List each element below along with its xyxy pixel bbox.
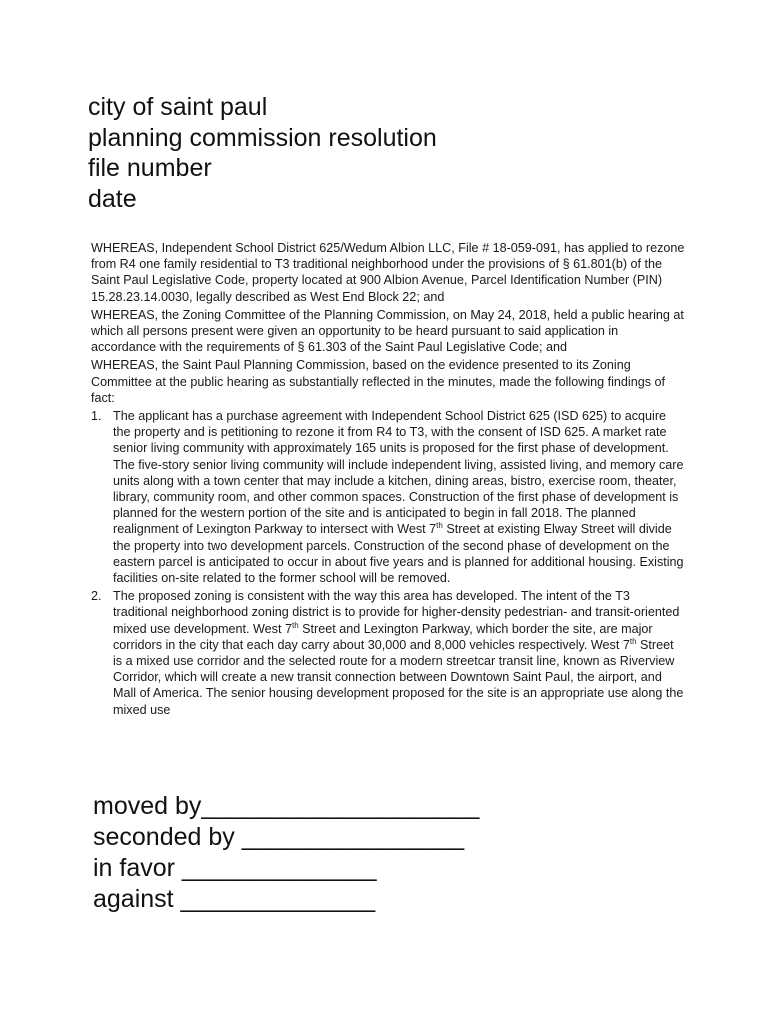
vote-signature-block	[93, 791, 479, 915]
finding-item-2	[91, 588, 685, 718]
finding-text: The proposed zoning is consistent with the way this area has developed. The intent of the T3 traditional neighborhood zoning district is to provide for higher-density pedestrian- and transit-oriented mixed use development. West 7th Street and Lexington Parkway, which border the site, are major corridors in the city that each day carry about 30,000 and 8,000 vehicles respectively. West 7th Street is a mixed use corridor and the selected route for a modern streetcar transit line, known as Riverview Corridor, which will create a new transit connection between Downtown Saint Paul, the airport, and Mall of America. The senior housing development proposed for the site is an appropriate use along the mixed use	[113, 589, 684, 717]
finding-number: 1.	[91, 409, 102, 424]
document-type: planning commission resolution	[88, 123, 437, 152]
ordinal-suffix: th	[291, 620, 299, 630]
whereas-paragraph-3: WHEREAS, the Saint Paul Planning Commission, based on the evidence presented to its Zoning Committee at the public hearing as substantially reflected in the minutes, made the following findings of fact:	[91, 358, 666, 405]
finding-item-1	[91, 408, 685, 586]
city-name: city of saint paul	[88, 93, 268, 121]
ordinal-suffix: th	[629, 636, 637, 646]
against-line: against ______________	[93, 885, 376, 913]
resolution-header	[88, 92, 437, 214]
ordinal-suffix: th	[436, 521, 443, 531]
in-favor-line: in favor ______________	[93, 854, 377, 882]
resolution-body	[91, 240, 685, 720]
whereas-paragraph-2: WHEREAS, the Zoning Committee of the Planning Commission, on May 24, 2018, held a public hearing at which all persons present were given an opportunity to be heard pursuant to said application in accordance with the requirements of § 61.303 of the Saint Paul Legislative Code; and	[91, 307, 684, 355]
whereas-paragraph-1: WHEREAS, Independent School District 625/Wedum Albion LLC, File # 18-059-091, has applied to rezone from R4 one family residential to T3 traditional neighborhood under the provisions of § 61.801(b) of the Saint Paul Legislative Code, property located at 900 Albion Avenue, Parcel Identification Number (PIN) 15.28.23.14.0030, legally described as West End Block 22; and	[91, 241, 685, 304]
moved-by-line: moved by____________________	[93, 792, 480, 820]
finding-number: 2.	[91, 589, 102, 604]
file-number-label: file number	[88, 154, 212, 182]
findings-list	[91, 408, 685, 718]
date-label: date	[88, 184, 137, 213]
seconded-by-line: seconded by ________________	[93, 823, 465, 851]
finding-text: The applicant has a purchase agreement with Independent School District 625 (ISD 625) to acquire the property and is petitioning to rezone it from R4 to T3, with the consent of ISD 625. A market rate senior living community with approximately 165 units is proposed for the first phase of development. The five-story senior living community will include independent living, assisted living, and memory care units along with a town center that may include a kitchen, dining areas, bistro, exercise room, theater, library, community room, and other common spaces. Construction of the first phase of development is planned for the western portion of the site and is anticipated to begin in fall 2018. The planned realignment of Lexington Parkway to intersect with West 7th Street at existing Elway Street will divide the property into two development parcels. Construction of the second phase of development on the eastern parcel is anticipated to occur in about five years and is planned for additional housing. Existing facilities on-site related to the former school will be removed.	[113, 409, 684, 586]
